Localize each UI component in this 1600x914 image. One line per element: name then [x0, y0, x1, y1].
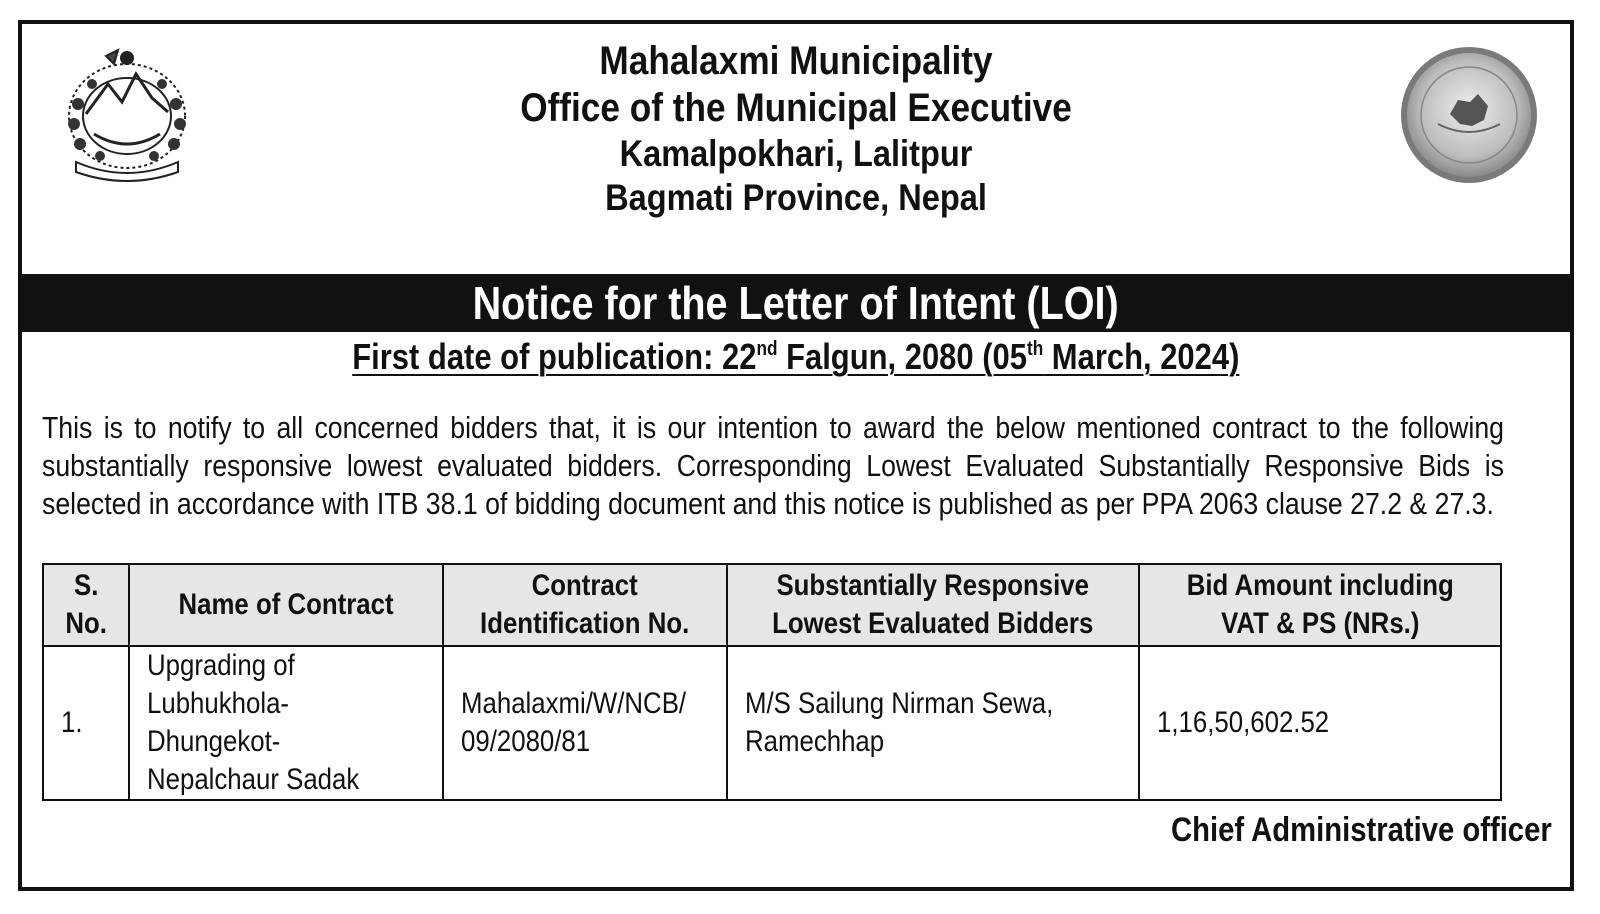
bid-amount: 1,16,50,602.52 — [1157, 706, 1330, 739]
cell-contract-id — [443, 646, 727, 800]
notice-banner — [22, 274, 1570, 332]
banner-title: Notice for the Letter of Intent (LOI) — [472, 277, 1120, 329]
header-bidder — [727, 564, 1139, 646]
address-line-1: Kamalpokhari, Lalitpur — [619, 133, 973, 175]
header-contract-name-text: Name of Contract — [178, 588, 394, 621]
pubdate-middle: Falgun, 2080 (05 — [777, 336, 1028, 377]
contract-name-line1: Upgrading of — [147, 649, 295, 682]
cell-amount — [1139, 646, 1501, 800]
header-amount-line2: VAT & PS (NRs.) — [1220, 607, 1420, 640]
contract-name-line3: Dhungekot- — [147, 725, 281, 758]
office-name: Office of the Municipal Executive — [520, 86, 1072, 131]
header-contract-name — [129, 564, 443, 646]
contract-name-line2: Lubhukhola- — [147, 687, 290, 720]
cell-contract-name — [129, 646, 443, 800]
pubdate-day-suffix: nd — [756, 338, 778, 360]
municipality-name: Mahalaxmi Municipality — [599, 39, 993, 83]
notice-header — [22, 24, 1570, 276]
municipality-seal-icon — [1398, 44, 1540, 186]
bidder-line2: Ramechhap — [745, 725, 885, 758]
header-sn — [43, 564, 129, 646]
contract-id-line1: Mahalaxmi/W/NCB/ — [461, 687, 687, 720]
cell-sn — [43, 646, 129, 800]
table-row — [43, 646, 1501, 800]
table-header-row — [43, 564, 1501, 646]
intro-paragraph: This is to notify to all concerned bidders that, it is our intention to award the below mentioned contract to the following substantially responsive lowest evaluated bidders. Corresponding Lowest Evaluated Substantially Responsive Bids is selected in accordance with ITB 38.1 of bidding document and this notice is published as per PPA 2063 clause 27.2 & 27.3. — [42, 410, 1504, 521]
header-contract-id-line2: Identification No. — [480, 607, 690, 640]
header-bidder-line2: Lowest Evaluated Bidders — [772, 607, 1094, 640]
publication-date — [22, 335, 1570, 379]
row-sn: 1. — [61, 706, 83, 739]
pubdate-prefix: First date of publication: 22 — [352, 336, 757, 377]
pubdate-end: March, 2024) — [1043, 336, 1240, 377]
header-sn-line1: S. — [73, 569, 99, 602]
contract-id-line2: 09/2080/81 — [461, 725, 591, 758]
header-bidder-line1: Substantially Responsive — [776, 569, 1090, 602]
signature-title: Chief Administrative officer — [1171, 811, 1552, 849]
header-contract-id-line1: Contract — [531, 569, 639, 602]
bidder-line1: M/S Sailung Nirman Sewa, — [745, 687, 1054, 720]
header-amount-line1: Bid Amount including — [1186, 569, 1454, 602]
address-line-2: Bagmati Province, Nepal — [605, 177, 987, 219]
bid-table — [42, 563, 1502, 801]
cell-bidder — [727, 646, 1139, 800]
pubdate-date-suffix: th — [1027, 338, 1044, 360]
header-contract-id — [443, 564, 727, 646]
contract-name-line4: Nepalchaur Sadak — [147, 763, 360, 796]
header-amount — [1139, 564, 1501, 646]
header-sn-line2: No. — [65, 607, 107, 640]
notice-frame — [18, 20, 1574, 891]
